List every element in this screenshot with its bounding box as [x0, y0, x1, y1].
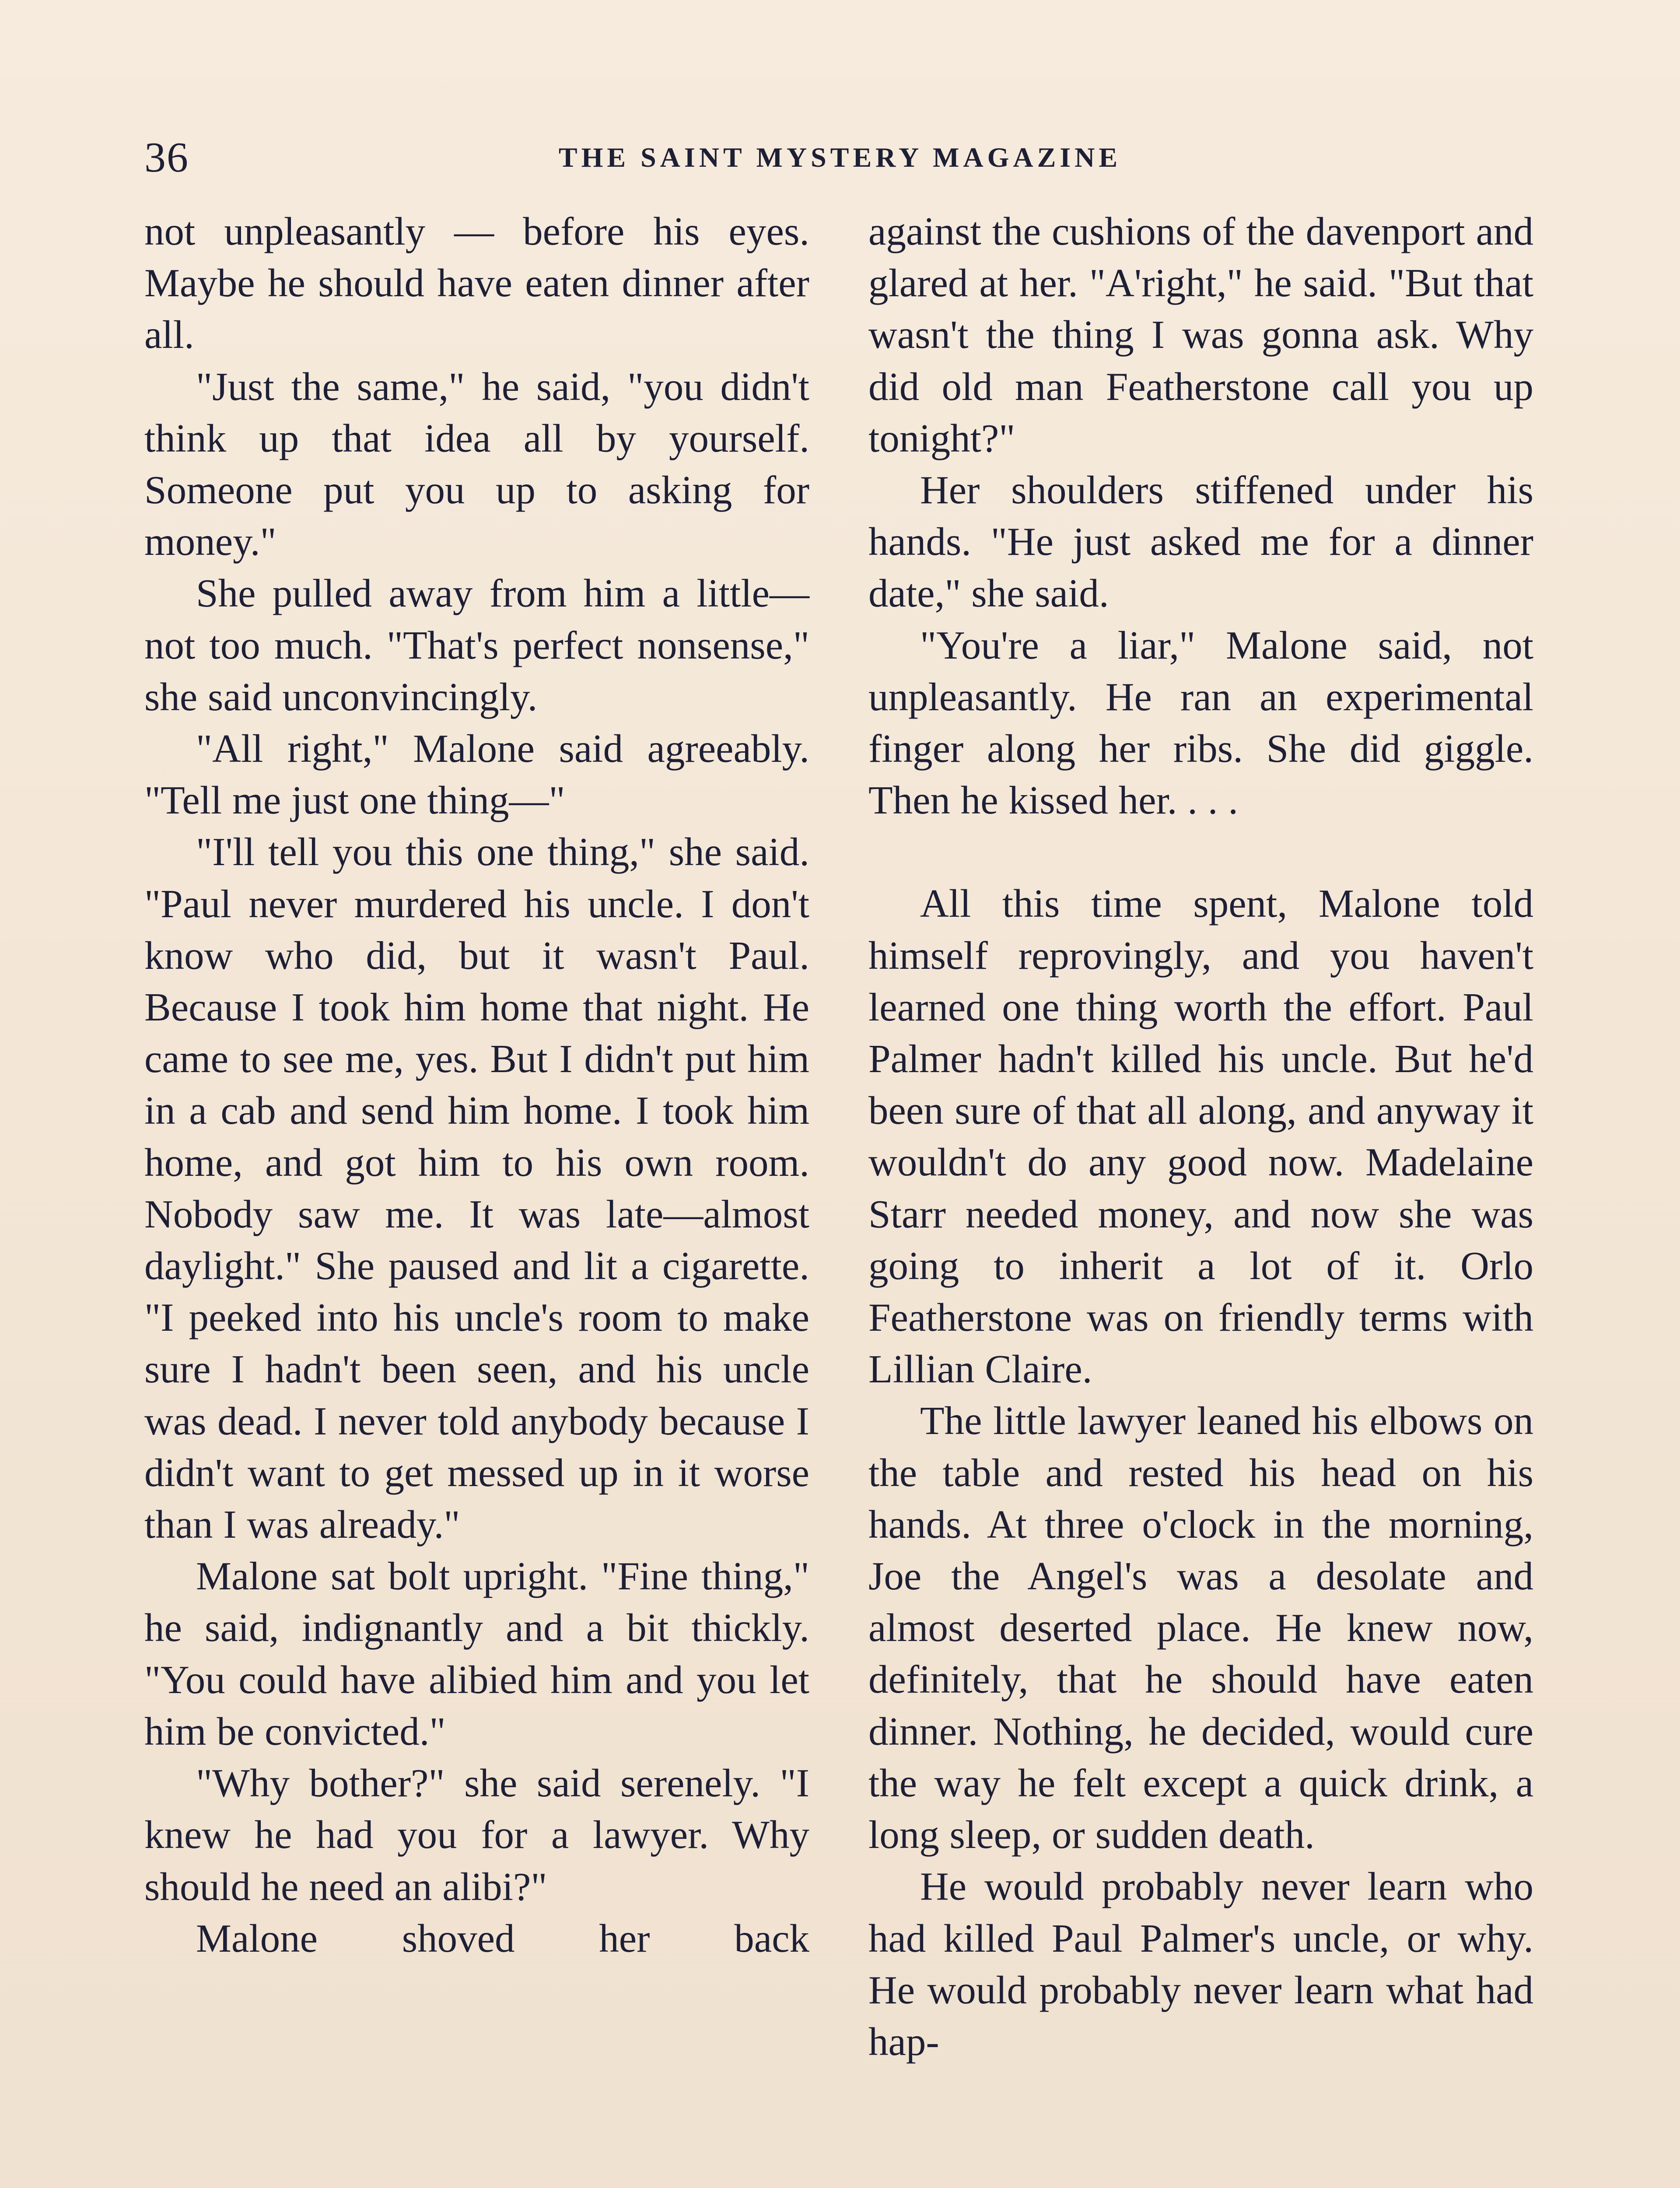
- paragraph: not unpleasantly — before his eyes. Maybe he should have eaten dinner after all.: [144, 209, 809, 357]
- paragraph: "I'll tell you this one thing," she said. "Paul never murdered his uncle. I don't know who did, but it wasn't Paul. Because I took him home that night. He came to see me, yes. But I didn't put him in a cab and send him home. I took him home, and got him to his own room. Nobody saw me. It was late—almost daylight." She paused and lit a cigarette. "I peeked into his uncle's room to make sure I hadn't been seen, and his uncle was dead. I never told anybody because I didn't want to get messed up in it worse than I was already.": [144, 830, 809, 1547]
- paragraph: All this time spent, Malone told himself reprovingly, and you haven't learned one thing worth the effort. Paul Palmer hadn't killed his uncle. But he'd been sure of that all along, and anyway it wouldn't do any good now. Madelaine Starr needed money, and now she was going to inherit a lot of it. Orlo Featherstone was on friendly terms with Lillian Claire.: [868, 881, 1533, 1392]
- paragraph: She pulled away from him a little—not too much. "That's perfect nonsense," she said unconvincingly.: [144, 571, 809, 719]
- paragraph: against the cushions of the davenport and glared at her. "A'right," he said. "But that wasn't the thing I was gonna ask. Why did old man Featherstone call you up tonight?": [868, 209, 1533, 460]
- paragraph: Malone shoved her back: [196, 1916, 809, 1960]
- paragraph: "All right," Malone said agreeably. "Tell me just one thing—": [144, 726, 809, 823]
- left-column: [144, 206, 809, 1964]
- page-header: [144, 131, 1536, 184]
- paragraph: "You're a liar," Malone said, not unpleasantly. He ran an experimental finger along her ribs. She did giggle. Then he kissed her. . . .: [868, 623, 1533, 823]
- right-column: [868, 206, 1533, 2068]
- paragraph: "Just the same," he said, "you didn't think up that idea all by yourself. Someone put you up to asking for money.": [144, 364, 809, 564]
- paragraph: "Why bother?" she said serenely. "I knew he had you for a lawyer. Why should he need an alibi?": [144, 1761, 809, 1909]
- paragraph: The little lawyer leaned his elbows on the table and rested his head on his hands. At three o'clock in the morning, Joe the Angel's was a desolate and almost deserted place. He knew now, definitely, that he should have eaten dinner. Nothing, he decided, would cure the way he felt except a quick drink, a long sleep, or sudden death.: [868, 1399, 1533, 1857]
- page-number: 36: [144, 134, 189, 181]
- paragraph: He would probably never learn who had killed Paul Palmer's uncle, or why. He would probably never learn what had hap-: [868, 1864, 1533, 2064]
- paragraph: Malone sat bolt upright. "Fine thing," he said, indignantly and a bit thickly. "You could have alibied him and you let him be convicted.": [144, 1554, 809, 1753]
- running-title: THE SAINT MYSTERY MAGAZINE: [558, 142, 1122, 173]
- paragraph: Her shoulders stiffened under his hands. "He just asked me for a dinner date," she said.: [868, 468, 1533, 616]
